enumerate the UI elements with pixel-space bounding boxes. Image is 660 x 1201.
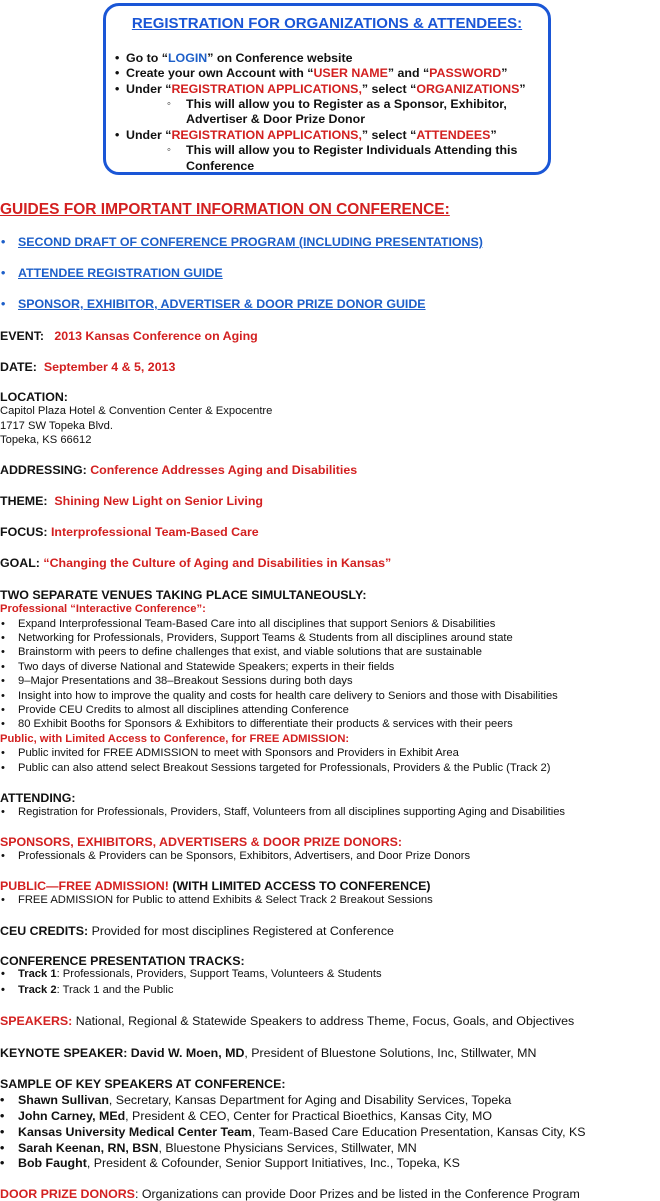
bullet: • [1, 297, 6, 311]
speaker-item: Shawn Sullivan, Secretary, Kansas Department for Aging and Disability Services, Topeka [18, 1093, 512, 1107]
theme-line: THEME: Shining New Light on Senior Living [0, 494, 263, 508]
attendee-guide-link[interactable]: ATTENDEE REGISTRATION GUIDE [18, 266, 223, 280]
pro-item-5: 9–Major Presentations and 38–Breakout Sessions during both days [18, 675, 353, 687]
bullet: • [1, 690, 5, 702]
attending-label: ATTENDING: [0, 791, 76, 805]
sub-bullet: ◦ [167, 144, 171, 156]
date-line: DATE: September 4 & 5, 2013 [0, 360, 176, 374]
addressing-line: ADDRESSING: Conference Addresses Aging and Disabilities [0, 463, 358, 477]
bullet: • [1, 646, 5, 658]
bullet: • [1, 704, 5, 716]
bullet: • [115, 82, 120, 96]
bullet: • [1, 747, 5, 759]
speaker-item: Kansas University Medical Center Team, Team-Based Care Education Presentation, Kansas City, KS [18, 1125, 586, 1139]
bullet: • [0, 1141, 5, 1155]
pro-item-7: Provide CEU Credits to almost all disciplines attending Conference [18, 704, 349, 716]
professional-heading: Professional “Interactive Conference”: [0, 603, 206, 615]
pro-item-8: 80 Exhibit Booths for Sponsors & Exhibitors to differentiate their products & services with their peers [18, 718, 513, 730]
public-label: PUBLIC—FREE ADMISSION! (WITH LIMITED ACCESS TO CONFERENCE) [0, 879, 431, 893]
pro-item-1: Expand Interprofessional Team-Based Care into all disciplines that support Seniors & Disabilities [18, 618, 496, 630]
bullet: • [1, 718, 5, 730]
registration-box [103, 3, 551, 175]
speaker-item: Bob Faught, President & Cofounder, Senior Support Initiatives, Inc., Topeka, KS [18, 1156, 460, 1170]
sponsors-label: SPONSORS, EXHIBITORS, ADVERTISERS & DOOR PRIZE DONORS: [0, 835, 403, 849]
bullet: • [1, 968, 5, 980]
program-draft-link[interactable]: SECOND DRAFT OF CONFERENCE PROGRAM (INCLUDING PRESENTATIONS) [18, 235, 483, 249]
tracks-heading: CONFERENCE PRESENTATION TRACKS: [0, 954, 245, 968]
login-link[interactable]: LOGIN [167, 51, 208, 65]
bullet: • [1, 806, 5, 818]
account-line: Create your own Account with “USER NAME” and “PASSWORD” [126, 66, 508, 80]
organizations-note-1: This will allow you to Register as a Sponsor, Exhibitor, [186, 97, 507, 111]
bullet: • [1, 850, 5, 862]
registration-title: REGISTRATION FOR ORGANIZATIONS & ATTENDEES: [131, 15, 523, 32]
location-line-1: Capitol Plaza Hotel & Convention Center & Expocentre [0, 405, 273, 417]
bullet: • [1, 235, 6, 249]
bullet: • [1, 632, 5, 644]
bullet: • [1, 762, 5, 774]
attendees-line: Under “REGISTRATION APPLICATIONS,” select “ATTENDEES” [126, 128, 497, 142]
organizations-note-2: Advertiser & Door Prize Donor [186, 112, 366, 126]
pro-item-4: Two days of diverse National and Statewide Speakers; experts in their fields [18, 661, 395, 673]
bullet: • [115, 51, 120, 65]
bullet: • [1, 894, 5, 906]
bullet: • [115, 66, 120, 80]
speakers-line: SPEAKERS: National, Regional & Statewide Speakers to address Theme, Focus, Goals, and Objectives [0, 1014, 575, 1028]
pro-item-3: Brainstorm with peers to define challenges that exist, and viable solutions that are sustainable [18, 646, 482, 658]
track-2: Track 2: Track 1 and the Public [18, 984, 174, 996]
bullet: • [115, 128, 120, 142]
location-line-2: 1717 SW Topeka Blvd. [0, 420, 113, 432]
ceu-line: CEU CREDITS: Provided for most disciplines Registered at Conference [0, 924, 394, 938]
speaker-item: John Carney, MEd, President & CEO, Center for Practical Bioethics, Kansas City, MO [18, 1109, 492, 1123]
door-prize-line: DOOR PRIZE DONORS: Organizations can provide Door Prizes and be listed in the Conference Program [0, 1187, 580, 1201]
attendees-note-2: Conference [186, 159, 255, 173]
public-venue-heading: Public, with Limited Access to Conference, for FREE ADMISSION: [0, 733, 350, 745]
public-item: FREE ADMISSION for Public to attend Exhibits & Select Track 2 Breakout Sessions [18, 894, 433, 906]
bullet: • [0, 1156, 5, 1170]
sponsor-guide-link[interactable]: SPONSOR, EXHIBITOR, ADVERTISER & DOOR PRIZE DONOR GUIDE [18, 297, 426, 311]
venues-heading: TWO SEPARATE VENUES TAKING PLACE SIMULTANEOUSLY: [0, 588, 367, 602]
location-line-3: Topeka, KS 66612 [0, 434, 92, 446]
location-label: LOCATION: [0, 390, 68, 404]
attendees-note-1: This will allow you to Register Individuals Attending this [186, 143, 518, 157]
sub-bullet: ◦ [167, 98, 171, 110]
organizations-line: Under “REGISTRATION APPLICATIONS,” select “ORGANIZATIONS” [126, 82, 526, 96]
bullet: • [1, 661, 5, 673]
focus-line: FOCUS: Interprofessional Team-Based Care [0, 525, 259, 539]
bullet: • [0, 1093, 5, 1107]
pro-item-2: Networking for Professionals, Providers, Support Teams & Students from all disciplines around state [18, 632, 513, 644]
speaker-item: Sarah Keenan, RN, BSN, Bluestone Physicians Services, Stillwater, MN [18, 1141, 417, 1155]
bullet: • [1, 618, 5, 630]
bullet: • [1, 675, 5, 687]
login-line: Go to “LOGIN” on Conference website [126, 51, 353, 65]
sponsors-item: Professionals & Providers can be Sponsors, Exhibitors, Advertisers, and Door Prize Donors [18, 850, 471, 862]
key-speakers-heading: SAMPLE OF KEY SPEAKERS AT CONFERENCE: [0, 1077, 286, 1091]
track-1: Track 1: Professionals, Providers, Support Teams, Volunteers & Students [18, 968, 382, 980]
public-item-1: Public invited for FREE ADMISSION to meet with Sponsors and Providers in Exhibit Area [18, 747, 459, 759]
bullet: • [1, 984, 5, 996]
attending-item: Registration for Professionals, Providers, Staff, Volunteers from all disciplines supporting Aging and Disabilities [18, 806, 566, 818]
guides-heading: GUIDES FOR IMPORTANT INFORMATION ON CONFERENCE: [0, 201, 450, 218]
bullet: • [0, 1109, 5, 1123]
goal-line: GOAL: “Changing the Culture of Aging and Disabilities in Kansas” [0, 556, 392, 570]
bullet: • [1, 266, 6, 280]
public-item-2: Public can also attend select Breakout Sessions targeted for Professionals, Providers & the Public (Track 2) [18, 762, 551, 774]
pro-item-6: Insight into how to improve the quality and costs for health care delivery to Seniors and those with Disabilities [18, 690, 558, 702]
keynote-line: KEYNOTE SPEAKER: David W. Moen, MD, President of Bluestone Solutions, Inc, Stillwater, MN [0, 1046, 537, 1060]
bullet: • [0, 1125, 5, 1139]
event-line: EVENT: 2013 Kansas Conference on Aging [0, 329, 258, 343]
